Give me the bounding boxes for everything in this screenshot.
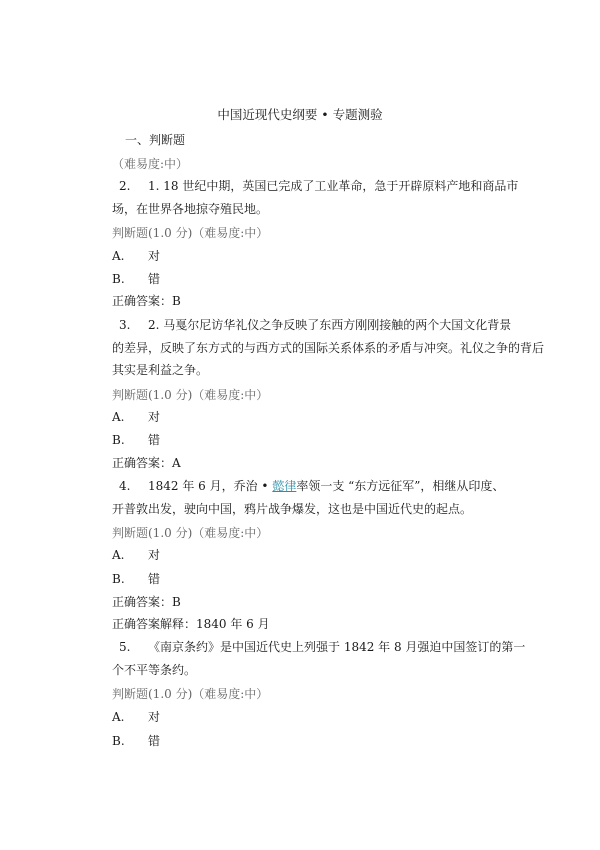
option-b-label: B.	[112, 272, 125, 286]
option-a-text: 对	[148, 410, 161, 424]
name-link[interactable]: 懿律	[272, 479, 297, 493]
option-b-label: B.	[112, 433, 125, 447]
question-text-part: 1842 年 6 月，乔治 •	[148, 479, 273, 493]
option-a-text: 对	[148, 710, 161, 724]
question-text-line: 《南京条约》是中国近代史上列强于 1842 年 8 月强迫中国签订的第一	[148, 640, 526, 654]
question-number: 5.	[119, 640, 131, 654]
option-b-text: 错	[148, 572, 161, 586]
option-a-label: A.	[112, 710, 125, 724]
option-b-label: B.	[112, 572, 125, 586]
question-meta: 判断题(1.0 分)（难易度:中）	[112, 526, 269, 540]
section-heading: 一、判断题	[125, 133, 186, 147]
option-a-text: 对	[148, 548, 161, 562]
question-text-line	[148, 477, 504, 495]
correct-answer: 正确答案：B	[112, 294, 181, 308]
option-b-text: 错	[148, 734, 161, 748]
question-text-line: 1. 18 世纪中期，英国已完成了工业革命，急于开辟原料产地和商品市	[148, 179, 519, 193]
answer-explanation: 正确答案解释：1840 年 6 月	[112, 617, 270, 631]
option-b-text: 错	[148, 433, 161, 447]
question-text-line: 场，在世界各地掠夺殖民地。	[112, 202, 269, 216]
difficulty-label: （难易度:中）	[112, 157, 189, 171]
correct-answer: 正确答案：A	[112, 456, 181, 470]
question-number: 3.	[119, 318, 131, 332]
question-text-line: 开普敦出发，驶向中国，鸦片战争爆发，这也是中国近代史的起点。	[112, 502, 473, 516]
question-number: 2.	[119, 179, 131, 193]
question-number: 4.	[119, 479, 131, 493]
option-a-label: A.	[112, 410, 125, 424]
question-text-part: 率领一支 “东方远征军”，相继从印度、	[296, 479, 505, 493]
question-text-line: 个不平等条约。	[112, 663, 197, 677]
question-text-line: 2. 马戛尔尼访华礼仪之争反映了东西方刚刚接触的两个大国文化背景	[148, 318, 512, 332]
option-a-label: A.	[112, 249, 125, 263]
question-meta: 判断题(1.0 分)（难易度:中）	[112, 687, 269, 701]
question-meta: 判断题(1.0 分)（难易度:中）	[112, 388, 269, 402]
option-a-label: A.	[112, 548, 125, 562]
question-meta: 判断题(1.0 分)（难易度:中）	[112, 226, 269, 240]
page-title: 中国近现代史纲要 • 专题测验	[217, 107, 383, 122]
question-text-line: 其实是利益之争。	[112, 363, 209, 377]
option-a-text: 对	[148, 249, 161, 263]
option-b-label: B.	[112, 734, 125, 748]
correct-answer: 正确答案：B	[112, 595, 181, 609]
option-b-text: 错	[148, 272, 161, 286]
question-text-line: 的差异，反映了东方式的与西方式的国际关系体系的矛盾与冲突。礼仪之争的背后	[112, 341, 545, 355]
